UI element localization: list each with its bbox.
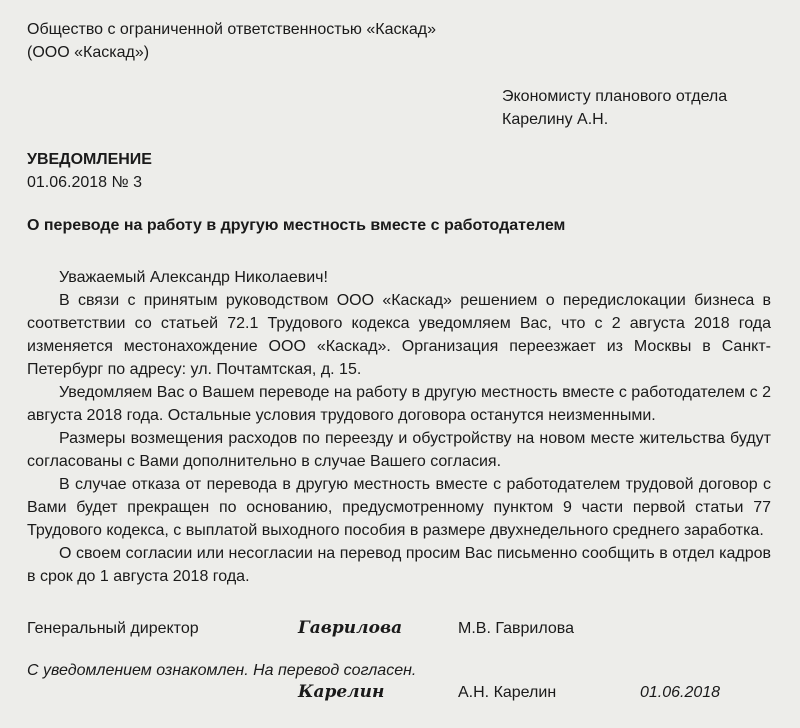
director-signature-row [0,617,800,640]
addressee-block [502,85,727,131]
document-date-number: 01.06.2018 № 3 [27,174,143,191]
body-paragraph: О своем согласии или несогласии на перевод просим Вас письменно сообщить в отдел кадров в срок до 1 августа 2018 года. [27,545,771,585]
signer-position: Генеральный директор [27,620,199,637]
signer-name: М.В. Гаврилова [458,620,574,637]
organization-block [27,18,436,64]
greeting: Уважаемый Александр Николаевич! [59,269,328,286]
organization-short-name: (ООО «Каскад») [27,44,150,61]
organization-name: Общество с ограниченной ответственностью «Каскад» [27,21,436,38]
acknowledgement-text: С уведомлением ознакомлен. На перевод согласен. [27,662,417,679]
acknowledgement-date: 01.06.2018 [640,684,721,701]
employee-signature-row [0,681,800,704]
addressee-name: Карелину А.Н. [502,111,609,128]
document-type: УВЕДОМЛЕНИЕ [27,151,152,168]
employee-name: А.Н. Карелин [458,684,557,701]
body-paragraph: Уведомляем Вас о Вашем переводе на работу в другую местность вместе с работодателем с 2 августа 2018 года. Остальные условия трудового договора останутся неизменными. [27,384,771,424]
document-body [27,266,771,588]
document-subject: О переводе на работу в другую местность вместе с работодателем [27,217,566,234]
employee-handwritten-signature: Карелин [298,682,385,702]
body-paragraph: В связи с принятым руководством ООО «Каскад» решением о передислокации бизнеса в соответствии со статьей 72.1 Трудового кодекса уведомляем Вас, что с 2 августа 2018 года изменяется местонахождение ООО «Каскад». Организация переезжает из Москвы в Санкт-Петербург по адресу: ул. Почтамтская, д. 15. [27,292,771,378]
addressee-position: Экономисту планового отдела [502,88,728,105]
body-paragraph: В случае отказа от перевода в другую местность вместе с работодателем трудовой договор с Вами будет прекращен по основанию, предусмотренному пунктом 9 части первой статьи 77 Трудового кодекса, с выплатой выходного пособия в размере двухнедельного среднего заработка. [27,476,771,539]
body-paragraph: Размеры возмещения расходов по переезду и обустройству на новом месте жительства будут согласованы с Вами дополнительно в случае Вашего согласия. [27,430,771,470]
director-handwritten-signature: Гаврилова [298,618,403,638]
